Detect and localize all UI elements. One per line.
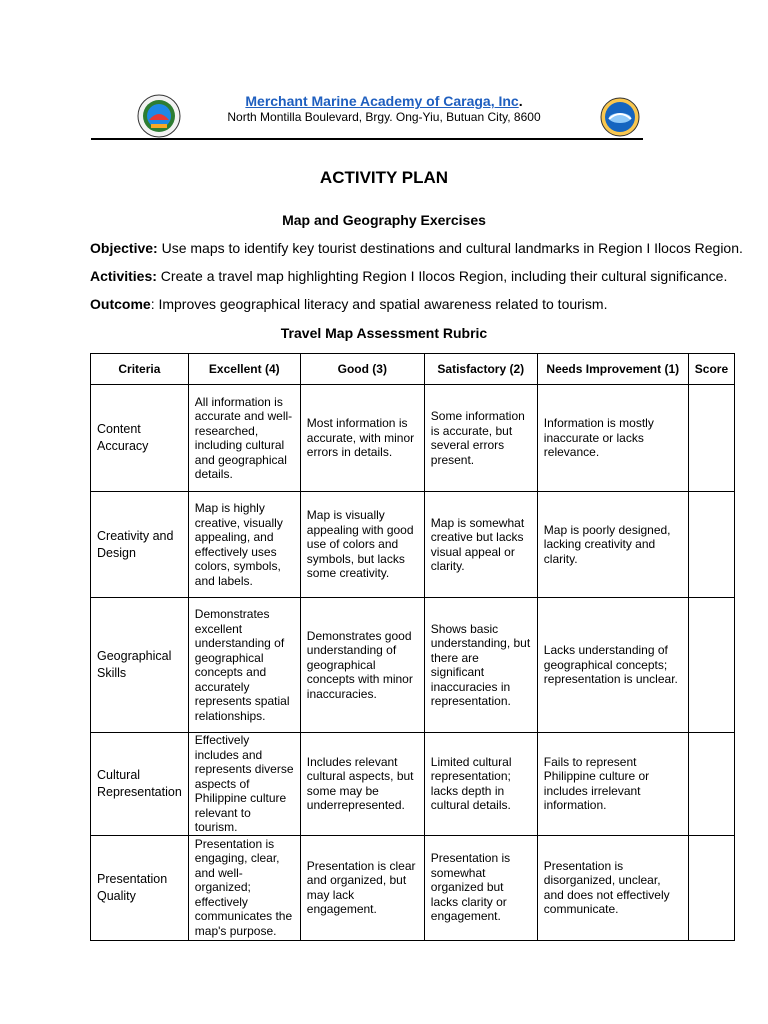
criteria-cell: Cultural Representation: [91, 733, 189, 836]
table-row: [91, 385, 735, 492]
criteria-cell: Creativity and Design: [91, 492, 189, 598]
outcome-text: : Improves geographical literacy and spatial awareness related to tourism.: [150, 296, 608, 312]
score-cell[interactable]: [688, 733, 734, 836]
outcome-label: Outcome: [90, 296, 151, 312]
score-cell[interactable]: [688, 492, 734, 598]
good-cell: Most information is accurate, with minor errors in details.: [300, 385, 424, 492]
good-cell: Map is visually appealing with good use of colors and symbols, but lacks some creativity.: [300, 492, 424, 598]
needs-improvement-cell: Information is mostly inaccurate or lacks relevance.: [537, 385, 688, 492]
outcome-paragraph: [90, 296, 607, 312]
header-good: Good (3): [300, 354, 424, 385]
header-satisfactory: Satisfactory (2): [424, 354, 537, 385]
satisfactory-cell: Presentation is somewhat organized but lacks clarity or engagement.: [424, 835, 537, 940]
score-cell[interactable]: [688, 835, 734, 940]
objective-paragraph: [90, 240, 743, 256]
rubric-title: Travel Map Assessment Rubric: [280, 325, 488, 341]
table-row: [91, 733, 735, 836]
header-score: Score: [688, 354, 734, 385]
satisfactory-cell: Shows basic understanding, but there are significant inaccuracies in representation.: [424, 598, 537, 733]
page-subtitle: Map and Geography Exercises: [282, 212, 486, 228]
excellent-cell: Presentation is engaging, clear, and well-organized; effectively communicates the map's purpose.: [188, 835, 300, 940]
score-cell[interactable]: [688, 598, 734, 733]
header-needs-improvement: Needs Improvement (1): [537, 354, 688, 385]
needs-improvement-cell: Fails to represent Philippine culture or includes irrelevant information.: [537, 733, 688, 836]
activities-label: Activities:: [90, 268, 157, 284]
criteria-cell: Presentation Quality: [91, 835, 189, 940]
activities-paragraph: [90, 268, 727, 284]
objective-text: Use maps to identify key tourist destinations and cultural landmarks in Region I Ilocos Region.: [157, 240, 743, 256]
table-row: [91, 492, 735, 598]
good-cell: Includes relevant cultural aspects, but some may be underrepresented.: [300, 733, 424, 836]
needs-improvement-cell: Map is poorly designed, lacking creativity and clarity.: [537, 492, 688, 598]
satisfactory-cell: Some information is accurate, but several errors present.: [424, 385, 537, 492]
page-title: ACTIVITY PLAN: [319, 168, 449, 187]
good-cell: Demonstrates good understanding of geographical concepts with minor inaccuracies.: [300, 598, 424, 733]
good-cell: Presentation is clear and organized, but may lack engagement.: [300, 835, 424, 940]
institution-address: North Montilla Boulevard, Brgy. Ong-Yiu, Butuan City, 8600: [227, 110, 541, 124]
criteria-cell: Geographical Skills: [91, 598, 189, 733]
criteria-cell: Content Accuracy: [91, 385, 189, 492]
activities-text: Create a travel map highlighting Region I Ilocos Region, including their cultural significance.: [156, 268, 728, 284]
objective-label: Objective:: [90, 240, 158, 256]
satisfactory-cell: Limited cultural representation; lacks depth in cultural details.: [424, 733, 537, 836]
score-cell[interactable]: [688, 385, 734, 492]
header-divider: [91, 138, 643, 140]
table-row: [91, 598, 735, 733]
header-excellent: Excellent (4): [188, 354, 300, 385]
institution-link[interactable]: Merchant Marine Academy of Caraga, Inc: [245, 93, 519, 109]
needs-improvement-cell: Lacks understanding of geographical concepts; representation is unclear.: [537, 598, 688, 733]
rubric-table: [90, 353, 735, 941]
needs-improvement-cell: Presentation is disorganized, unclear, and does not effectively communicate.: [537, 835, 688, 940]
institution-name: [0, 93, 768, 109]
table-row: [91, 835, 735, 940]
header-criteria: Criteria: [91, 354, 189, 385]
institution-suffix: .: [518, 93, 523, 109]
rubric-header-row: [91, 354, 735, 385]
excellent-cell: Map is highly creative, visually appealing, and effectively uses colors, symbols, and labels.: [188, 492, 300, 598]
satisfactory-cell: Map is somewhat creative but lacks visual appeal or clarity.: [424, 492, 537, 598]
excellent-cell: All information is accurate and well-researched, including cultural and geographical details.: [188, 385, 300, 492]
excellent-cell: Demonstrates excellent understanding of geographical concepts and accurately represents spatial relationships.: [188, 598, 300, 733]
excellent-cell: Effectively includes and represents diverse aspects of Philippine culture relevant to tourism.: [188, 733, 300, 836]
